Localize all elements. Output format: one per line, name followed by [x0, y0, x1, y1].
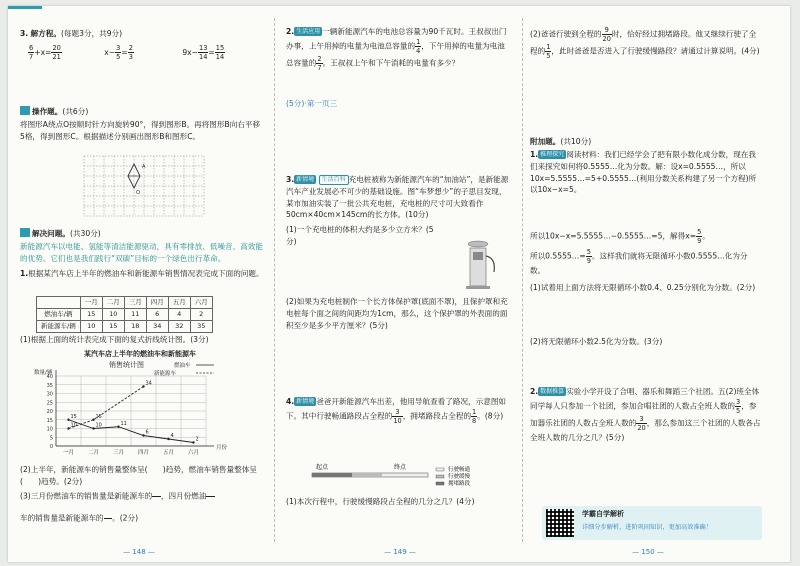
equations-row — [28, 44, 258, 61]
section-4-heading: 操作题。(共6分) — [20, 106, 88, 118]
legend-smooth: 行驶畅通 — [448, 467, 471, 473]
page-number: — 149 — — [384, 548, 416, 557]
equation-3: 9x− $\frac{13}{14}$ = $\frac{15}{14}$ — [182, 44, 225, 61]
table-row-cell: 15 — [102, 321, 124, 333]
data-label: 15 — [95, 413, 102, 420]
data-point — [167, 438, 169, 440]
y-tick-label: 20 — [46, 409, 53, 415]
table-row-cell: 11 — [124, 309, 146, 321]
section-4-instructions: 将图形A绕点O按顺时针方向旋转90°，得到图形B。再将图形B向右平移5格，得到图形C。根据描述分别画出图形B和图形C。 — [20, 120, 261, 141]
table-row-cell: 燃油车/辆 — [37, 309, 81, 321]
y-axis-label: 数量/辆 — [34, 370, 53, 376]
table-header-cell: 二月 — [102, 297, 124, 309]
page-divider — [274, 18, 275, 542]
legend-slow: 行驶缓慢 — [448, 474, 471, 480]
bonus-q2-text: 2. 数据推算 实验小学开设了合唱、器乐和舞蹈三个社团。五(2)班全体同学每人只参加一个社团，参加合唱社团的人数占全班人数的 $\frac{3}{5}$ ，参加器乐社团的人数占全班人数的 $\frac{3}{20}$ ，那么参加这三个社团的人数各占全班人数的几分之几？(5分) — [530, 387, 761, 442]
x-tick-label: 五月 — [162, 450, 175, 456]
study-guide-banner[interactable] — [542, 506, 762, 540]
q4-part1: (1)本次行程中，行驶缓慢路段占全程的几分之几？(4分) — [286, 497, 475, 506]
q4-text: 4. 新情境 爸爸开新能源汽车出差，他用导航查看了路况，示意图如下。其中行驶畅通路段占全程的 $\frac{3}{10}$ ，拥堵路段占全程的 $\frac{1}{8}$ 。(8分) — [286, 397, 507, 425]
data-label: 6 — [145, 429, 149, 436]
table-header-cell — [37, 297, 81, 309]
point-o-label: O — [136, 190, 140, 196]
banner-title: 学霸自学解析 — [582, 510, 624, 518]
charging-pile-image — [462, 234, 502, 290]
data-point — [92, 427, 94, 429]
table-row-cell: 18 — [124, 321, 146, 333]
table-header-cell: 五月 — [168, 297, 190, 309]
table-header-cell: 六月 — [190, 297, 212, 309]
x-tick-label: 二月 — [87, 450, 100, 456]
q1-text: 1.根据某汽车店上半年的燃油车和新能源车销售情况表完成下面的问题。 — [20, 269, 264, 278]
chart-subtitle: 销售统计图 — [109, 361, 144, 369]
q2-text: 2. 生活应用 一辆新能源汽车的电池总容量为90千瓦时。王叔叔出门办事，上午用掉的电量为电池总容量的 $\frac{1}{4}$ ，下午用掉的电量为电池总容量的 $\frac{2}{7}$ 。王叔叔上午和下午消耗的电量有多少？ — [286, 27, 507, 72]
equation-1: $\frac{6}{7}$ +x= $\frac{20}{21}$ — [29, 44, 61, 61]
table-header-cell: 一月 — [80, 297, 102, 309]
data-label: 2 — [195, 436, 199, 443]
q4-part2: (2)爸爸行驶到全程的 $\frac{9}{20}$ 时，恰好经过拥堵路段。他又继续行驶了全程的 $\frac{1}{5}$ ，此时爸爸是否进入了行驶缓慢路段？请通过计算说明。(4分) — [530, 26, 760, 60]
x-tick-label: 四月 — [137, 450, 150, 456]
bonus-step2: 所以0.5555…= $\frac{5}{9}$ 。这样我们就将无限循环小数0.5555…化为分数。 — [530, 248, 748, 275]
x-tick-label: 一月 — [62, 450, 75, 456]
workbook-spread — [8, 6, 790, 562]
y-tick-label: 35 — [46, 382, 53, 389]
q1-part1: (1)根据上面的统计表完成下面的复式折线统计图。(3分) — [20, 335, 209, 344]
y-tick-label: 25 — [46, 400, 53, 407]
chart-title: 某汽车店上半年的燃油车和新能源车 — [84, 350, 196, 358]
route-diagram — [302, 462, 502, 492]
page-148 — [14, 6, 264, 562]
data-point — [67, 419, 69, 421]
q1-part2: (2)上半年，新能源车的销售量整体呈( )趋势，燃油车销售量整体呈( )趋势。(2分) — [20, 465, 257, 486]
table-row-cell: 32 — [168, 321, 190, 333]
y-tick-label: 15 — [46, 417, 53, 424]
qr-code-icon[interactable] — [546, 509, 574, 537]
rotation-grid-figure — [84, 156, 204, 220]
x-axis-label: 月份 — [216, 445, 228, 451]
section-5-heading: 解决问题。(共30分) — [20, 228, 101, 240]
q1-part3-cont: 车的销售量是新能源车的 。(2分) — [20, 510, 264, 527]
q1-part3: (3)三月份燃油车的销售量是新能源车的 ，四月份燃油 — [20, 488, 264, 505]
section-badge-icon — [20, 106, 30, 115]
q3-part2: (2)如果为充电桩制作一个长方体保护罩(底面不罩)，且保护罩和充电桩每个面之间的间距均为1cm，那么，这个保护罩的外表面的面积至少是多少平方厘米？(5分) — [286, 297, 508, 330]
bonus-part1: (1)试着用上面方法将无限循环小数0.4、0.25分别化为分数。(2分) — [530, 283, 756, 292]
section-badge-icon — [20, 228, 30, 237]
bonus-q1-text: 1. 推理探究 阅读材料：我们已经学会了把有限小数化成分数，现在我们来探究如何将0.5555…化为分数。解：设x=0.5555…，所以10x=5.5555…=5+0.5555…(利用分数关系构建了另一个方程)所以10x−x=5。 — [530, 150, 757, 195]
page-150 — [530, 6, 766, 562]
table-row-cell: 34 — [146, 321, 168, 333]
data-label: 10 — [95, 422, 102, 429]
bonus-heading: 附加题。(共10分) — [530, 137, 592, 146]
page-number: — 148 — — [123, 548, 155, 557]
data-point — [142, 434, 144, 436]
y-tick-label: 10 — [46, 426, 53, 433]
data-label: 11 — [120, 420, 127, 427]
y-tick-label: 30 — [46, 391, 53, 398]
table-row-cell: 10 — [102, 309, 124, 321]
data-point — [142, 385, 144, 387]
y-tick-label: 5 — [49, 435, 53, 442]
page-number: — 150 — — [632, 548, 664, 557]
page-149 — [286, 6, 514, 562]
x-tick-label: 六月 — [187, 450, 200, 456]
y-tick-label: 0 — [49, 444, 53, 450]
table-row-cell: 2 — [190, 309, 212, 321]
page-divider — [522, 18, 523, 542]
q2-points: (5分)·第一页三 — [286, 99, 338, 108]
shape-a-label: A — [142, 164, 146, 170]
table-header-cell: 四月 — [146, 297, 168, 309]
table-row-cell: 新能源车/辆 — [37, 321, 81, 333]
q3-part1: (1)一个充电桩的体积大约是多少立方米？(5分) — [286, 225, 434, 246]
data-point — [92, 419, 94, 421]
start-label: 起点 — [316, 464, 329, 471]
table-row-cell: 15 — [80, 309, 102, 321]
table-row-cell: 6 — [146, 309, 168, 321]
end-label: 终点 — [394, 464, 407, 471]
data-label: 34 — [145, 380, 152, 387]
table-row-cell: 35 — [190, 321, 212, 333]
data-point — [67, 427, 69, 429]
data-point — [192, 441, 194, 443]
data-label: 10 — [70, 422, 77, 429]
x-tick-label: 三月 — [112, 450, 125, 456]
table-row-cell: 10 — [80, 321, 102, 333]
equation-2: x− $\frac{3}{5}$ = $\frac{2}{3}$ — [104, 44, 133, 61]
table-header-cell: 三月 — [124, 297, 146, 309]
banner-subtitle: 详细分步解析，进阶巩固知识，更加高效准确！ — [582, 524, 712, 531]
data-label: 15 — [70, 413, 77, 420]
sales-table — [36, 296, 213, 333]
table-row-cell: 4 — [168, 309, 190, 321]
data-point — [117, 426, 119, 428]
legend-label: 新能源车 — [154, 371, 177, 377]
y-tick-label: 40 — [46, 374, 53, 380]
q3-heading: 3. 解方程。(每题3分，共9分) — [20, 29, 123, 38]
legend-jam: 拥堵路段 — [448, 481, 471, 487]
legend-label: 燃油车 — [174, 363, 191, 369]
section-5-intro: 新能源汽车以电能、氢能等清洁能源驱动，具有零排放、低噪音、高效能的优势。它们也是我们践行“双碳”目标的一个绿色出行革命。 — [20, 242, 263, 263]
q3-text: 3. 新情境 生活百科 充电桩被称为新能源汽车的“加油站”，是新能源汽车产业发展必不可少的基础设施。图“车梦想少”的子思目发现，某市加油实装了一批公共充电桩，充电桩的尺寸可大致看作50cm×40cm×145cm的长方体。(10分) — [286, 175, 509, 220]
bonus-step1: 所以10x−x=5.5555…−0.5555…=5，解得x= $\frac{5}{9}$ 。 — [530, 228, 710, 245]
data-label: 4 — [170, 433, 174, 439]
bonus-part2: (2)将无限循环小数2.5化为分数。(3分) — [530, 337, 663, 346]
